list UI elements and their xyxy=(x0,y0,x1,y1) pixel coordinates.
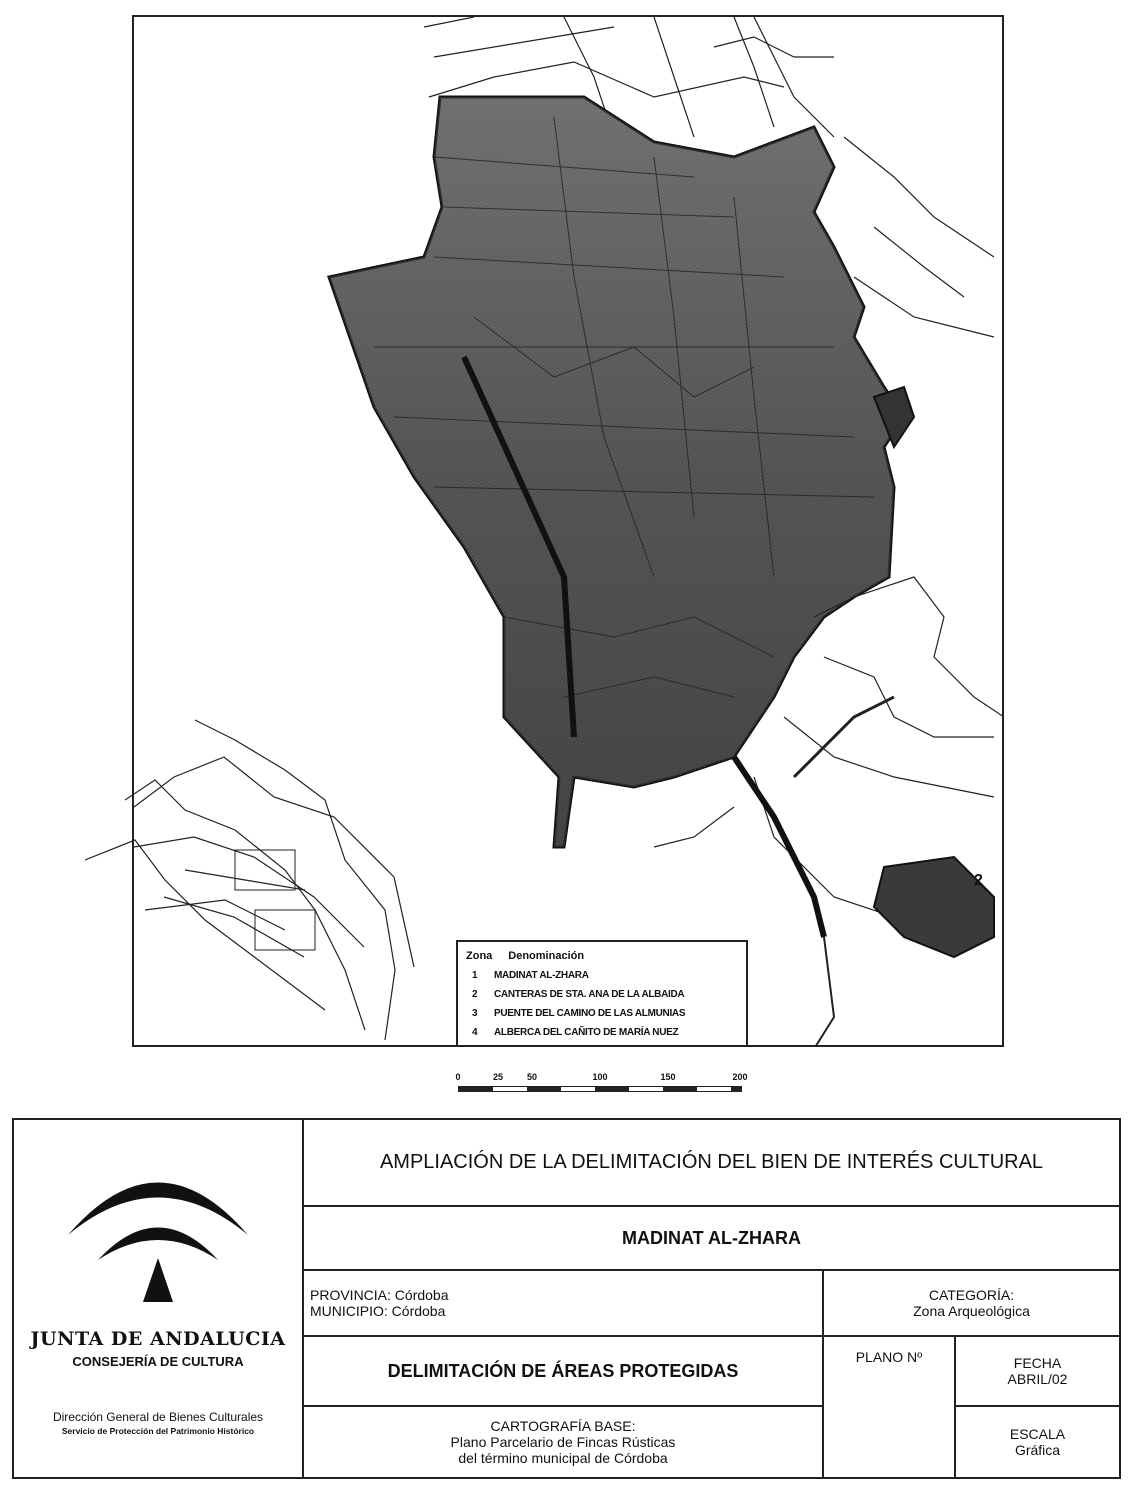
cartografia-cell xyxy=(304,1407,822,1477)
fecha-cell xyxy=(956,1337,1119,1405)
scale-label: 200 xyxy=(732,1072,748,1082)
road-southeast xyxy=(734,757,824,937)
site-name: MADINAT AL-ZHARA xyxy=(622,1227,801,1248)
legend-zone-name: ALBERCA DEL CAÑITO DE MARÍA NUEZ xyxy=(494,1027,679,1038)
fecha-label: FECHA xyxy=(1013,1355,1062,1371)
legend-header-zona: Zona xyxy=(466,950,493,962)
logo-direccion: Dirección General de Bienes Culturales xyxy=(52,1410,264,1424)
legend-zone-number: 2 xyxy=(472,989,478,1000)
categoria-label: CATEGORÍA: xyxy=(928,1287,1015,1303)
categoria-value: Zona Arqueológica xyxy=(913,1303,1030,1319)
escala-cell xyxy=(956,1407,1119,1477)
categoria-cell xyxy=(824,1271,1119,1335)
legend-header xyxy=(466,950,738,962)
scale-label: 100 xyxy=(592,1072,608,1082)
legend-zone-name: CANTERAS DE STA. ANA DE LA ALBAIDA xyxy=(494,989,685,1000)
logo-title: JUNTA DE ANDALUCIA xyxy=(30,1328,286,1350)
escala-value: Gráfica xyxy=(1014,1442,1061,1458)
cartografia-line2: del término municipal de Córdoba xyxy=(458,1450,668,1466)
legend-header-denominacion: Denominación xyxy=(508,950,585,962)
scale-label: 50 xyxy=(526,1072,538,1082)
heading: AMPLIACIÓN DE LA DELIMITACIÓN DEL BIEN DE INTERÉS CULTURAL xyxy=(379,1151,1044,1173)
logo-subtitle: CONSEJERÍA DE CULTURA xyxy=(72,1354,244,1369)
legend-zone-number: 1 xyxy=(472,970,478,981)
legend-row xyxy=(472,1027,738,1038)
legend-row xyxy=(472,1008,738,1019)
scale-label: 150 xyxy=(660,1072,676,1082)
provincia: PROVINCIA: Córdoba xyxy=(310,1287,449,1303)
southwest-parcels xyxy=(85,710,405,1060)
map-legend xyxy=(456,940,748,1047)
scale-graduated-bar xyxy=(458,1086,742,1092)
legend-row xyxy=(472,989,738,1000)
legend-zone-name: MADINAT AL-ZHARA xyxy=(494,970,589,981)
delimitacion: DELIMITACIÓN DE ÁREAS PROTEGIDAS xyxy=(387,1360,739,1381)
cartografia-label: CARTOGRAFÍA BASE: xyxy=(490,1418,636,1434)
logo-servicio: Servicio de Protección del Patrimonio Histórico xyxy=(61,1426,255,1436)
scale-label: 25 xyxy=(492,1072,504,1082)
legend-zone-number: 3 xyxy=(472,1008,478,1019)
fecha-value: ABRIL/02 xyxy=(1007,1371,1068,1387)
logo-panel xyxy=(14,1120,304,1477)
scale-label: 0 xyxy=(455,1072,461,1082)
plano-label: PLANO Nº xyxy=(855,1349,923,1365)
title-block xyxy=(12,1118,1121,1479)
scale-bar xyxy=(452,1072,752,1102)
legend-zone-name: PUENTE DEL CAMINO DE LAS ALMUNIAS xyxy=(494,1008,686,1019)
junta-andalucia-logo-icon xyxy=(58,1140,258,1310)
location-cell xyxy=(310,1271,820,1335)
legend-row xyxy=(472,970,738,981)
legend-zone-number: 4 xyxy=(472,1027,478,1038)
municipio: MUNICIPIO: Córdoba xyxy=(310,1303,446,1319)
escala-label: ESCALA xyxy=(1009,1426,1066,1442)
cartografia-line1: Plano Parcelario de Fincas Rústicas xyxy=(450,1434,676,1450)
zone-2-marker: 2 xyxy=(974,872,983,889)
